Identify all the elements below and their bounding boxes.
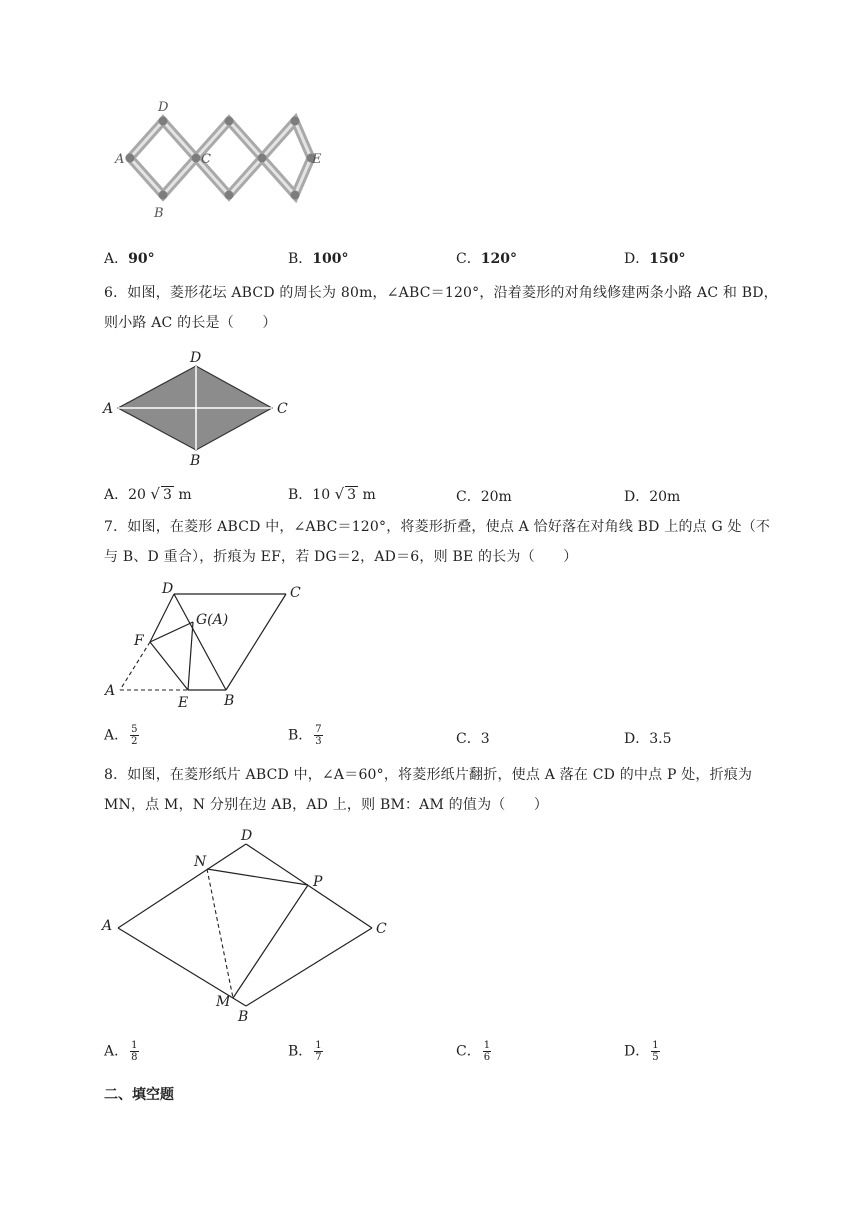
q8-label-p: P	[313, 874, 323, 890]
q8-stem	[104, 760, 784, 820]
q7-label-c: C	[290, 585, 301, 601]
q5-label-e: E	[312, 152, 322, 167]
q5-label-c: C	[201, 152, 211, 167]
q7-label-g: G(A)	[196, 612, 229, 628]
q6-label-b: B	[190, 453, 201, 469]
q7-label-d: D	[162, 581, 174, 597]
q5-label-a: A	[115, 152, 125, 167]
q7-option-b[interactable]: B． $\frac{7}{3}$	[288, 724, 322, 747]
q7-line-1: 7．如图，在菱形 ABCD 中，∠ABC＝120°，将菱形折叠，使点 A 恰好落在对角线 BD 上的点 G 处（不	[104, 519, 771, 535]
q7-figure	[100, 578, 310, 712]
q6-stem	[104, 278, 784, 338]
fraction: $\frac{1}{6}$	[483, 1040, 491, 1063]
q6-label-a: A	[103, 401, 114, 417]
fraction: $\frac{7}{3}$	[315, 724, 322, 747]
q8-label-a: A	[102, 918, 113, 934]
rhombus-paper-fold-diagram	[96, 828, 396, 1024]
q8-figure	[96, 828, 396, 1024]
q7-label-b: B	[224, 693, 235, 709]
q6-option-d[interactable]: D．20m	[624, 489, 681, 505]
q8-option-d[interactable]: D． $\frac{1}{5}$	[624, 1040, 659, 1063]
q6-line-1: 6．如图，菱形花坛 ABCD 的周长为 80m，∠ABC＝120°，沿着菱形的对角线修建两条小路 AC 和 BD，	[104, 285, 778, 301]
q6-figure	[100, 348, 300, 470]
q7-option-d[interactable]: D．3.5	[624, 731, 672, 747]
radical-sign-icon: √	[334, 485, 345, 503]
q8-line-1: 8．如图，在菱形纸片 ABCD 中，∠A＝60°，将菱形纸片翻折，使点 A 落在 CD 的中点 P 处，折痕为	[104, 767, 753, 783]
q6-label-d: D	[190, 350, 202, 366]
fraction: $\frac{1}{8}$	[131, 1040, 138, 1063]
q6-option-c[interactable]: C．20m	[456, 489, 512, 505]
section-heading-fill-in: 二、填空题	[104, 1087, 174, 1103]
q8-label-c: C	[376, 921, 387, 937]
q7-line-2: 与 B、D 重合），折痕为 EF，若 DG＝2，AD＝6，则 BE 的长为（ ）	[104, 549, 578, 565]
rhombus-fold-diagram	[100, 578, 310, 712]
q7-stem	[104, 512, 784, 572]
q8-label-m: M	[216, 994, 231, 1010]
q7-option-a[interactable]: A． $\frac{5}{2}$	[104, 724, 138, 747]
q5-option-b[interactable]: B．100°	[288, 251, 349, 267]
q8-line-2: MN，点 M，N 分别在边 AB，AD 上，则 BM：AM 的值为（ ）	[104, 797, 549, 813]
q6-option-a[interactable]: A．20 √ 3 m	[104, 485, 192, 503]
q7-label-f: F	[134, 633, 144, 649]
q7-label-e: E	[178, 695, 189, 711]
fraction: $\frac{1}{5}$	[652, 1040, 659, 1063]
radical-sign-icon: √	[150, 485, 160, 503]
q8-label-b: B	[238, 1009, 249, 1024]
q5-option-d[interactable]: D．150°	[624, 251, 686, 267]
q5-option-c[interactable]: C．120°	[456, 251, 517, 267]
q8-option-a[interactable]: A． $\frac{1}{8}$	[104, 1040, 138, 1063]
q6-option-b[interactable]: B．10 √ 3 m	[288, 485, 376, 503]
q5-option-a[interactable]: A．90°	[104, 251, 155, 267]
q5-label-d: D	[158, 100, 169, 115]
rhombus-flowerbed-diagram	[100, 348, 300, 470]
q6-label-c: C	[277, 401, 288, 417]
q7-label-a: A	[105, 683, 116, 699]
q8-label-d: D	[241, 828, 253, 844]
lattice-gate-diagram	[104, 96, 334, 226]
q6-line-2: 则小路 AC 的长是（ ）	[104, 315, 277, 331]
q8-label-n: N	[194, 854, 207, 870]
q5-label-b: B	[154, 206, 164, 221]
q5-figure	[104, 96, 334, 226]
q7-option-c[interactable]: C．3	[456, 731, 490, 747]
fraction: $\frac{5}{2}$	[131, 724, 138, 747]
fraction: $\frac{1}{7}$	[315, 1040, 322, 1063]
q8-option-b[interactable]: B． $\frac{1}{7}$	[288, 1040, 322, 1063]
q8-option-c[interactable]: C． $\frac{1}{6}$	[456, 1040, 491, 1063]
